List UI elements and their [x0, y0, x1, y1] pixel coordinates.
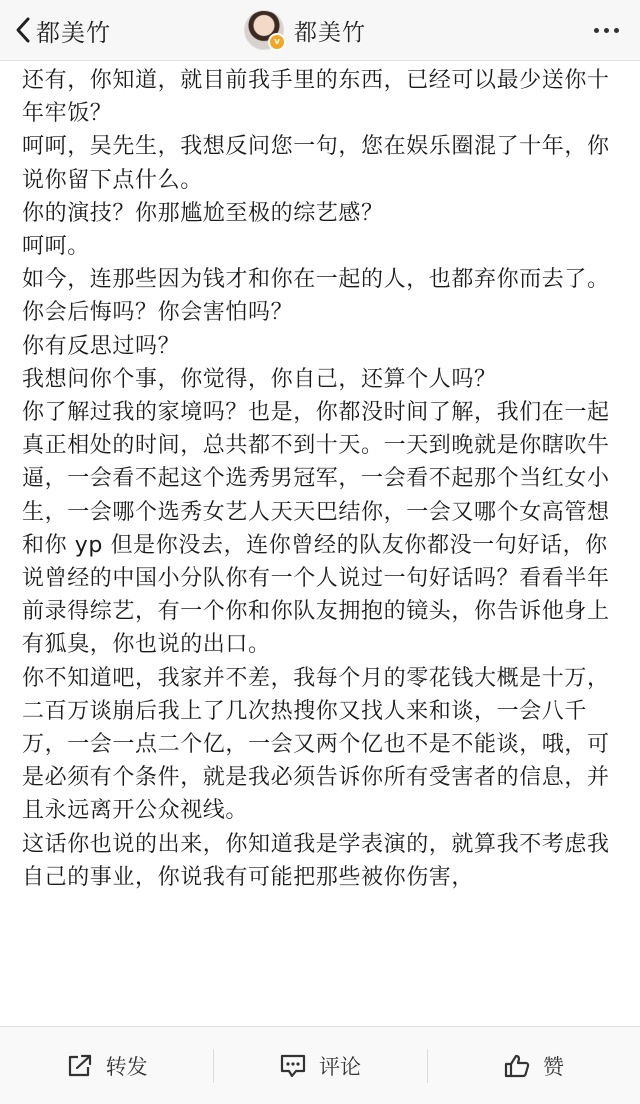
top-navigation-bar [0, 0, 640, 61]
post-paragraph: 呵呵，吴先生，我想反问您一句，您在娱乐圈混了十年，你说你留下点什么。 [22, 134, 610, 193]
thumbs-up-icon [503, 1053, 531, 1079]
more-dot-icon [614, 28, 619, 33]
chevron-left-icon [14, 15, 32, 45]
post-body [22, 64, 626, 1026]
post-paragraph: 你会后悔吗？你会害怕吗？ [22, 300, 294, 326]
like-button[interactable] [427, 1027, 640, 1104]
bottom-action-bar [0, 1026, 640, 1104]
post-paragraph: 你的演技？你那尴尬至极的综艺感？ [22, 200, 384, 226]
more-button[interactable] [586, 14, 626, 46]
post-paragraph: 如今，连那些因为钱才和你在一起的人，也都弃你而去了。 [22, 267, 610, 293]
post-paragraph: 你了解过我的家境吗？也是，你都没时间了解，我们在一起真正相处的时间，总共都不到十天。一天到晚就是你瞎吹牛逼，一会看不起这个选秀男冠军，一会看不起那个当红女小生，一会哪个选秀女艺人天天巴结你，一会又哪个女高管想和你 yp 但是你没去，连你曾经的队友你都没一句好话，你说曾经的中国小分队你有一个人说过一句好话吗？看看半年前录得综艺，有一个你和你队友拥抱的镜头，你告诉他身上有狐臭，你也说的出口。 [22, 400, 610, 658]
back-label: 都美竹 [36, 18, 111, 47]
post-paragraph: 我想问你个事，你觉得，你自己，还算个人吗？ [22, 366, 497, 392]
page-title: 都美竹 [294, 19, 366, 46]
comment-label: 评论 [318, 1054, 361, 1079]
post-paragraph: 你不知道吧，我家并不差，我每个月的零花钱大概是十万，二百万谈崩后我上了几次热搜你又找人来和谈，一会八千万，一会一点二个亿，一会又两个亿也不是不能谈，哦，可是必须有个条件，就是我必须告诉你所有受害者的信息，并且永远离开公众视线。 [22, 665, 610, 824]
repost-button[interactable] [0, 1027, 213, 1104]
post-paragraph: 呵呵。 [22, 234, 90, 260]
like-label: 赞 [542, 1054, 564, 1079]
avatar[interactable] [244, 10, 284, 50]
post-paragraph: 你有反思过吗？ [22, 333, 181, 359]
repost-label: 转发 [105, 1054, 148, 1079]
verified-badge-icon: v [268, 33, 286, 51]
more-dot-icon [594, 28, 599, 33]
comment-icon [279, 1053, 307, 1079]
more-dot-icon [604, 28, 609, 33]
comment-button[interactable] [213, 1027, 426, 1104]
post-paragraph: 这话你也说的出来，你知道我是学表演的，就算我不考虑我自己的事业，你说我有可能把那些被你伤害， [22, 831, 610, 890]
back-button[interactable] [14, 10, 111, 50]
share-icon [66, 1053, 94, 1079]
profile-header[interactable] [244, 9, 366, 51]
post-paragraph: 还有，你知道，就目前我手里的东西，已经可以最少送你十年牢饭？ [22, 68, 610, 127]
